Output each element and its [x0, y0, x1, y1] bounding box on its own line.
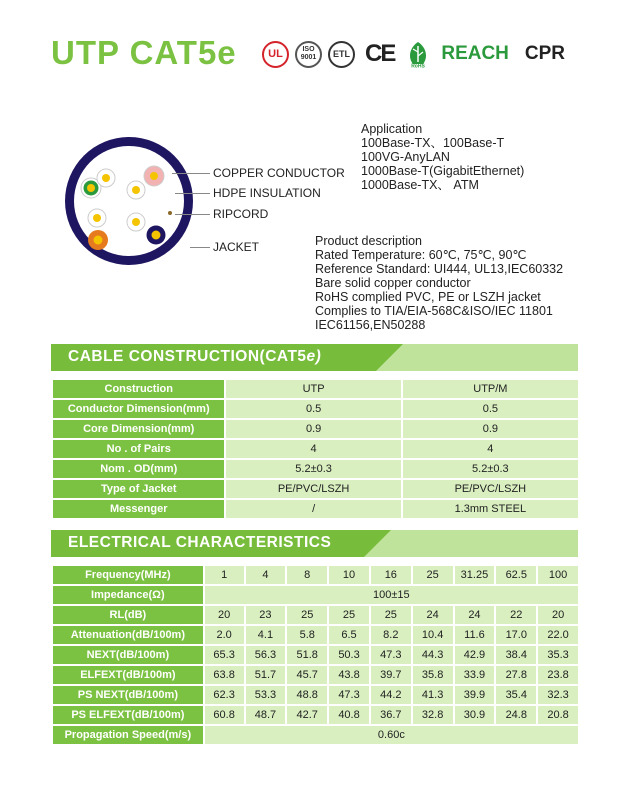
value-cell: 41.3: [413, 686, 453, 704]
etl-logo-icon: ETL: [328, 41, 355, 68]
conductor-shape: [87, 184, 95, 192]
ce-logo-icon: CE: [365, 40, 395, 67]
cable-construction-banner: [51, 344, 578, 371]
value-cell: 40.8: [329, 706, 369, 724]
value-cell: 47.3: [329, 686, 369, 704]
value-cell: 42.7: [287, 706, 327, 724]
frequency-cell: 10: [329, 566, 369, 584]
row-label: Frequency(MHz): [53, 566, 203, 584]
iso-logo-icon: ISO 9001: [295, 41, 322, 68]
callout-ripcord: RIPCORD: [213, 207, 269, 221]
frequency-cell: 100: [538, 566, 578, 584]
frequency-cell: 8: [287, 566, 327, 584]
value-cell: 20: [205, 606, 244, 624]
ul-logo-icon: UL: [262, 41, 289, 68]
table-row: [53, 500, 578, 518]
value-cell: 44.3: [413, 646, 453, 664]
value-cell: 35.3: [538, 646, 578, 664]
product-description-line: Reference Standard: UI444, UL13,IEC60332: [315, 262, 564, 276]
impedance-cell: 100±15: [205, 586, 578, 604]
value-cell: 2.0: [205, 626, 244, 644]
rohs-logo-icon: [404, 40, 431, 69]
value-cell: 11.6: [455, 626, 495, 644]
value-cell: 48.7: [246, 706, 286, 724]
cell-utp: 0.9: [226, 420, 400, 438]
cell-utp: PE/PVC/LSZH: [226, 480, 400, 498]
cell-utpm: 5.2±0.3: [403, 460, 578, 478]
value-cell: 30.9: [455, 706, 495, 724]
value-cell: 4.1: [246, 626, 286, 644]
cpr-logo-icon: CPR: [524, 43, 566, 64]
product-description-line: IEC61156,EN50288: [315, 318, 426, 332]
callout-line: [190, 247, 210, 248]
row-label: Nom . OD(mm): [53, 460, 224, 478]
value-cell: 6.5: [329, 626, 369, 644]
value-cell: 48.8: [287, 686, 327, 704]
svg-text:RoHS: RoHS: [411, 63, 425, 68]
row-label: ELFEXT(dB/100m): [53, 666, 203, 684]
value-cell: 25: [329, 606, 369, 624]
row-label: Conductor Dimension(mm): [53, 400, 224, 418]
cable-construction-table: [51, 378, 580, 520]
cell-utpm: UTP/M: [403, 380, 578, 398]
product-description-line: RoHS complied PVC, PE or LSZH jacket: [315, 290, 541, 304]
table-row: [53, 686, 578, 704]
electrical-characteristics-title: ELECTRICAL CHARACTERISTICS: [68, 534, 332, 551]
ripcord-shape: [168, 211, 172, 215]
row-label: Core Dimension(mm): [53, 420, 224, 438]
propagation-cell: 0.60c: [205, 726, 578, 744]
product-description-line: Bare solid copper conductor: [315, 276, 471, 290]
application-line: 100VG-AnyLAN: [361, 150, 450, 164]
value-cell: 44.2: [371, 686, 411, 704]
value-cell: 24: [455, 606, 495, 624]
product-description-block: [315, 234, 563, 332]
value-cell: 62.3: [205, 686, 244, 704]
frequency-cell: 1: [205, 566, 244, 584]
frequency-cell: 62.5: [496, 566, 536, 584]
table-row: [53, 480, 578, 498]
value-cell: 32.8: [413, 706, 453, 724]
value-cell: 63.8: [205, 666, 244, 684]
row-label: No . of Pairs: [53, 440, 224, 458]
row-label: Propagation Speed(m/s): [53, 726, 203, 744]
row-label: Messenger: [53, 500, 224, 518]
callout-line: [172, 173, 210, 174]
callout-hdpe-insulation: HDPE INSULATION: [213, 186, 321, 200]
cell-utp: 5.2±0.3: [226, 460, 400, 478]
cell-utpm: 0.5: [403, 400, 578, 418]
value-cell: 23.8: [538, 666, 578, 684]
row-label: Construction: [53, 380, 224, 398]
electrical-characteristics-table: [51, 564, 580, 746]
product-description-line: Complies to TIA/EIA-568C&ISO/IEC 11801: [315, 304, 553, 318]
row-label: RL(dB): [53, 606, 203, 624]
cell-utp: UTP: [226, 380, 400, 398]
table-row: [53, 646, 578, 664]
callout-jacket: JACKET: [213, 240, 260, 254]
cell-utp: 4: [226, 440, 400, 458]
value-cell: 50.3: [329, 646, 369, 664]
value-cell: 42.9: [455, 646, 495, 664]
row-label: NEXT(dB/100m): [53, 646, 203, 664]
frequency-cell: 31.25: [455, 566, 495, 584]
value-cell: 36.7: [371, 706, 411, 724]
frequency-cell: 16: [371, 566, 411, 584]
cable-cross-section-diagram: [64, 136, 194, 266]
table-row: [53, 606, 578, 624]
reach-logo-icon: REACH: [441, 43, 509, 64]
row-label: Attenuation(dB/100m): [53, 626, 203, 644]
value-cell: 23: [246, 606, 286, 624]
product-description-title: Product description: [315, 234, 423, 248]
value-cell: 51.8: [287, 646, 327, 664]
value-cell: 32.3: [538, 686, 578, 704]
value-cell: 10.4: [413, 626, 453, 644]
value-cell: 25: [287, 606, 327, 624]
value-cell: 56.3: [246, 646, 286, 664]
cable-construction-title: CABLE CONSTRUCTION(CAT5e): [68, 348, 322, 365]
value-cell: 33.9: [455, 666, 495, 684]
impedance-row: [53, 586, 578, 604]
value-cell: 51.7: [246, 666, 286, 684]
value-cell: 5.8: [287, 626, 327, 644]
value-cell: 35.8: [413, 666, 453, 684]
cell-utpm: PE/PVC/LSZH: [403, 480, 578, 498]
certification-logos: [262, 38, 565, 70]
table-row: [53, 440, 578, 458]
application-line: 1000Base-TX、 ATM: [361, 178, 479, 192]
propagation-row: [53, 726, 578, 744]
cell-utpm: 0.9: [403, 420, 578, 438]
row-label: PS ELFEXT(dB/100m): [53, 706, 203, 724]
value-cell: 20: [538, 606, 578, 624]
value-cell: 24.8: [496, 706, 536, 724]
callout-copper-conductor: COPPER CONDUCTOR: [213, 166, 345, 180]
value-cell: 38.4: [496, 646, 536, 664]
value-cell: 45.7: [287, 666, 327, 684]
table-row: [53, 626, 578, 644]
cell-utpm: 4: [403, 440, 578, 458]
table-row: [53, 460, 578, 478]
table-row: [53, 400, 578, 418]
value-cell: 39.7: [371, 666, 411, 684]
value-cell: 53.3: [246, 686, 286, 704]
cell-utp: 0.5: [226, 400, 400, 418]
row-label: PS NEXT(dB/100m): [53, 686, 203, 704]
table-row: [53, 420, 578, 438]
value-cell: 35.4: [496, 686, 536, 704]
value-cell: 39.9: [455, 686, 495, 704]
callout-line: [175, 193, 210, 194]
value-cell: 17.0: [496, 626, 536, 644]
value-cell: 24: [413, 606, 453, 624]
value-cell: 8.2: [371, 626, 411, 644]
value-cell: 65.3: [205, 646, 244, 664]
value-cell: 47.3: [371, 646, 411, 664]
value-cell: 22.0: [538, 626, 578, 644]
value-cell: 22: [496, 606, 536, 624]
product-description-line: Rated Temperature: 60℃, 75℃, 90℃: [315, 248, 527, 262]
page-title: UTP CAT5e: [51, 34, 237, 71]
application-title: Application: [361, 122, 423, 136]
row-label: Type of Jacket: [53, 480, 224, 498]
row-label: Impedance(Ω): [53, 586, 203, 604]
table-row: [53, 380, 578, 398]
table-row: [53, 666, 578, 684]
table-row: [53, 706, 578, 724]
cell-utp: /: [226, 500, 400, 518]
application-line: 1000Base-T(GigabitEthernet): [361, 164, 525, 178]
value-cell: 43.8: [329, 666, 369, 684]
frequency-row: [53, 566, 578, 584]
application-block: [361, 122, 524, 192]
frequency-cell: 25: [413, 566, 453, 584]
value-cell: 20.8: [538, 706, 578, 724]
application-line: 100Base-TX、100Base-T: [361, 136, 505, 150]
value-cell: 25: [371, 606, 411, 624]
callout-line: [175, 214, 210, 215]
frequency-cell: 4: [246, 566, 286, 584]
electrical-characteristics-banner: [51, 530, 578, 557]
value-cell: 27.8: [496, 666, 536, 684]
value-cell: 60.8: [205, 706, 244, 724]
cell-utpm: 1.3mm STEEL: [403, 500, 578, 518]
